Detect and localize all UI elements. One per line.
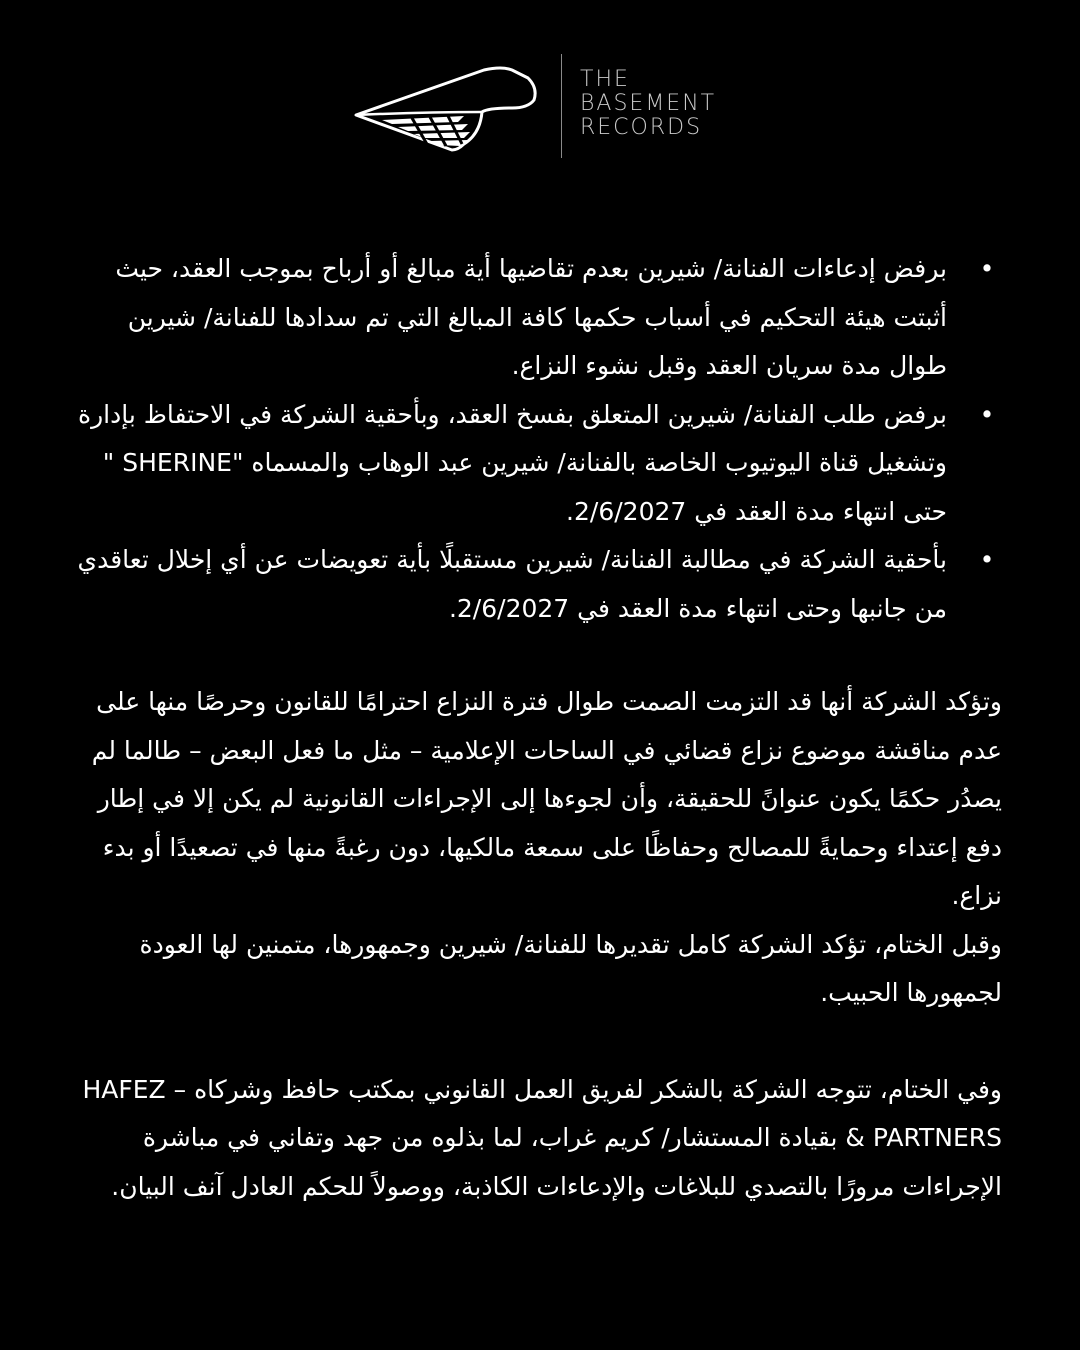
logo-line-the: THE: [580, 67, 630, 92]
bullet-icon: •: [979, 545, 995, 574]
list-item: [70, 245, 995, 391]
header-logo: [0, 52, 1080, 162]
paragraph-silence: وتؤكد الشركة أنها قد التزمت الصمت طوال فترة النزاع احترامًا للقانون وحرصًا منها على عدم مناقشة موضوع نزاع قضائي في الساحات الإعلامية – مثل ما فعل البعض – طالما لم يصدُر حكمًا يكون عنوانً للحقيقة، وأن لجوءها إلى الإجراءات القانونية لم يكن إلا في إطار دفع إعتداء وحمايةً للمصالح وحفاظًا على سمعة مالكيها، دون رغبةً منها في تصعيدًا أو بدء نزاع.: [91, 687, 1002, 910]
piano-logo-icon: [352, 60, 542, 160]
list-item-text: برفض إدعاءات الفنانة/ شيرين بعدم تقاضيها أية مبالغ أو أرباح بموجب العقد، حيث أثبتت هيئة التحكيم في أسباب حكمها كافة المبالغ التي تم سدادها للفنانة/ شيرين طوال مدة سريان العقد وقبل نشوء النزاع.: [115, 254, 947, 380]
logo-divider: [561, 54, 562, 158]
list-item-text: برفض طلب الفنانة/ شيرين المتعلق بفسخ العقد، وبأحقية الشركة في الاحتفاظ بإدارة وتشغيل قناة اليوتيوب الخاصة بالفنانة/ شيرين عبد الوهاب والمسماه "SHERINE " حتى انتهاء مدة العقد في 2/6/2027.: [77, 399, 947, 526]
list-item: [70, 536, 995, 633]
bullet-icon: •: [979, 399, 995, 429]
statement-body: [70, 245, 1002, 1211]
paragraph-appreciation: وقبل الختام، تؤكد الشركة كامل تقديرها للفنانة/ شيرين وجمهورها، متمنين لها العودة لجمهورها الحبيب.: [139, 929, 1002, 1007]
list-item: [70, 391, 995, 537]
paragraph-thanks: وفي الختام، تتوجه الشركة بالشكر لفريق العمل القانوني بمكتب حافظ وشركاه – HAFEZ & PARTNERS بقيادة المستشار/ كريم غراب، لما بذلوه من جهد وتفاني في مباشرة الإجراءات مرورًا بالتصدي للبلاغات والإدعاءات الكاذبة، ووصولاً للحكم العادل آنف البيان.: [82, 1074, 1002, 1201]
list-item-text: بأحقية الشركة في مطالبة الفنانة/ شيرين مستقبلًا بأية تعويضات عن أي إخلال تعاقدي من جانبها وحتى انتهاء مدة العقد في 2/6/2027.: [77, 545, 947, 623]
bullet-icon: •: [979, 254, 995, 283]
ruling-list: [70, 245, 1002, 633]
logo-line-basement: BASEMENT: [580, 91, 717, 116]
logo-wordmark: [580, 68, 716, 140]
logo-line-records: RECORDS: [580, 115, 703, 140]
